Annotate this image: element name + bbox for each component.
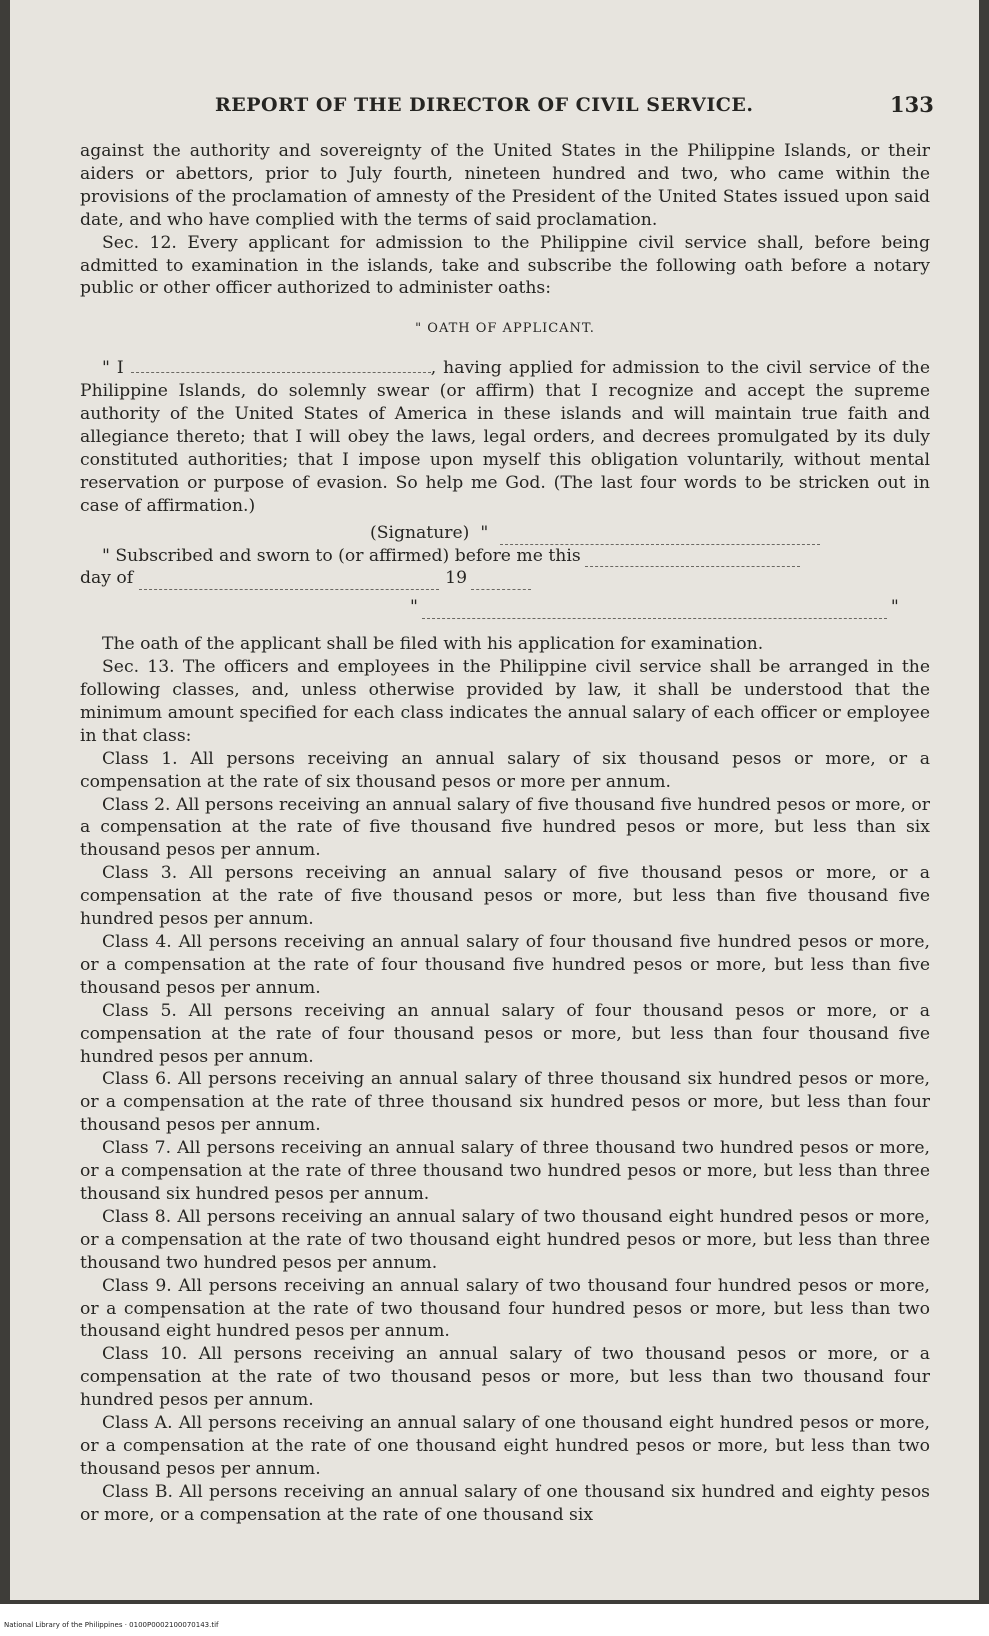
class-2: Class 2. All persons receiving an annual salary of five thousand five hundred pesos or more, or a compensation at the rate of five thousand five hundred pesos or more, but less than six thousand pesos per annum. [80,794,930,861]
oath-heading: " OATH OF APPLICANT. [415,321,595,337]
class-10: Class 10. All persons receiving an annual salary of two thousand pesos or more, or a compensation at the rate of two thousand pesos or more, but less than two thousand four hundred pesos per annum. [80,1344,930,1411]
oath-body: , having applied for admission to the civil service of the Philippine Islands, do solemnly swear (or affirm) that I recognize and accept the supreme authority of the United States of America in these islands and will maintain true faith and allegiance thereto; that I will obey the laws, legal orders, and decrees promulgated by its duly constituted authorities; that I impose upon myself this obligation voluntarily, without mental reservation or purpose of evasion. So help me God. (The last four words to be stricken out in case of affirmation.) [80,358,930,516]
year-blank [471,575,531,590]
scan-footer [0,1604,989,1636]
day-line [80,567,930,590]
signature-blank [500,530,820,545]
page-number: 133 [890,92,934,117]
day-of-label: day of [80,568,134,589]
oath-text [80,357,930,517]
class-4: Class 4. All persons receiving an annual salary of four thousand five hundred pesos or more, or a compensation at the rate of four thousand five hundred pesos or more, but less than five thousand pesos per annum. [80,932,930,998]
notary-blank [422,604,887,619]
section-12: Sec. 12. Every applicant for admission to the Philippine civil service shall, before being admitted to examination in the islands, take and subscribe the following oath before a notary public or other officer authorized to administer oaths: [80,232,930,299]
class-9: Class 9. All persons receiving an annual salary of two thousand four hundred pesos or more, or a compensation at the rate of two thousand four hundred pesos or more, but less than two thousand eight hundred pesos per annum. [80,1275,930,1342]
paragraph-continuation: against the authority and sovereignty of the United States in the Philippine Islands, or their aiders or abettors, prior to July fourth, nineteen hundred and two, who came within the provisions of the proclamation of amnesty of the President of the United States issued upon said date, and who have complied with the terms of said proclamation. [80,141,930,230]
class-b: Class B. All persons receiving an annual salary of one thousand six hundred and eighty pesos or more, or a compensation at the rate of one thousand six [80,1481,930,1525]
signature-quote: " [480,522,489,543]
notary-open-quote: " [410,597,418,618]
document-page [10,0,979,1600]
class-7: Class 7. All persons receiving an annual salary of three thousand two hundred pesos or more, or a compensation at the rate of three thousand two hundred pesos or more, but less than three thousand six hundred pesos per annum. [80,1138,930,1204]
class-a: Class A. All persons receiving an annual salary of one thousand eight hundred pesos or more, or a compensation at the rate of one thousand eight hundred pesos or more, but less than two thousand pesos per annum. [80,1413,930,1479]
signature-line [80,522,930,545]
class-6: Class 6. All persons receiving an annual salary of three thousand six hundred pesos or more, or a compensation at the rate of three thousand six hundred pesos or more, but less than four thousand pesos per annum. [80,1069,930,1136]
year-label: 19 [445,568,468,589]
name-blank [131,358,431,373]
signature-label: (Signature) [370,522,470,543]
page-header [10,88,979,128]
running-head: REPORT OF THE DIRECTOR OF CIVIL SERVICE. [215,94,754,116]
subscribed-text: " Subscribed and sworn to (or affirmed) before me this [102,545,581,566]
notary-line [80,596,930,619]
page-body [80,140,930,1527]
subscribed-line [80,545,930,568]
class-8: Class 8. All persons receiving an annual salary of two thousand eight hundred pesos or more, or a compensation at the rate of two thousand eight hundred pesos or more, but less than three thousand two hundred pesos per annum. [80,1206,930,1273]
class-3: Class 3. All persons receiving an annual salary of five thousand pesos or more, or a compensation at the rate of five thousand pesos or more, but less than five thousand five hundred pesos per annum. [80,863,930,930]
subscribed-blank [585,552,800,567]
class-5: Class 5. All persons receiving an annual salary of four thousand pesos or more, or a compensation at the rate of four thousand pesos or more, but less than four thousand five hundred pesos per annum. [80,1000,930,1067]
oath-open: " I [102,358,124,379]
section-13: Sec. 13. The officers and employees in the Philippine civil service shall be arranged in the following classes, and, unless otherwise provided by law, it shall be understood that the minimum amount specified for each class indicates the annual salary of each officer or employee in that class: [80,657,930,746]
day-blank [139,575,439,590]
class-1: Class 1. All persons receiving an annual salary of six thousand pesos or more, or a compensation at the rate of six thousand pesos or more per annum. [80,748,930,792]
oath-filed: The oath of the applicant shall be filed with his application for examination. [102,634,764,655]
scan-credit: National Library of the Philippines · 0100P0002100070143.tif [4,1621,219,1629]
notary-close-quote: " [890,597,899,618]
